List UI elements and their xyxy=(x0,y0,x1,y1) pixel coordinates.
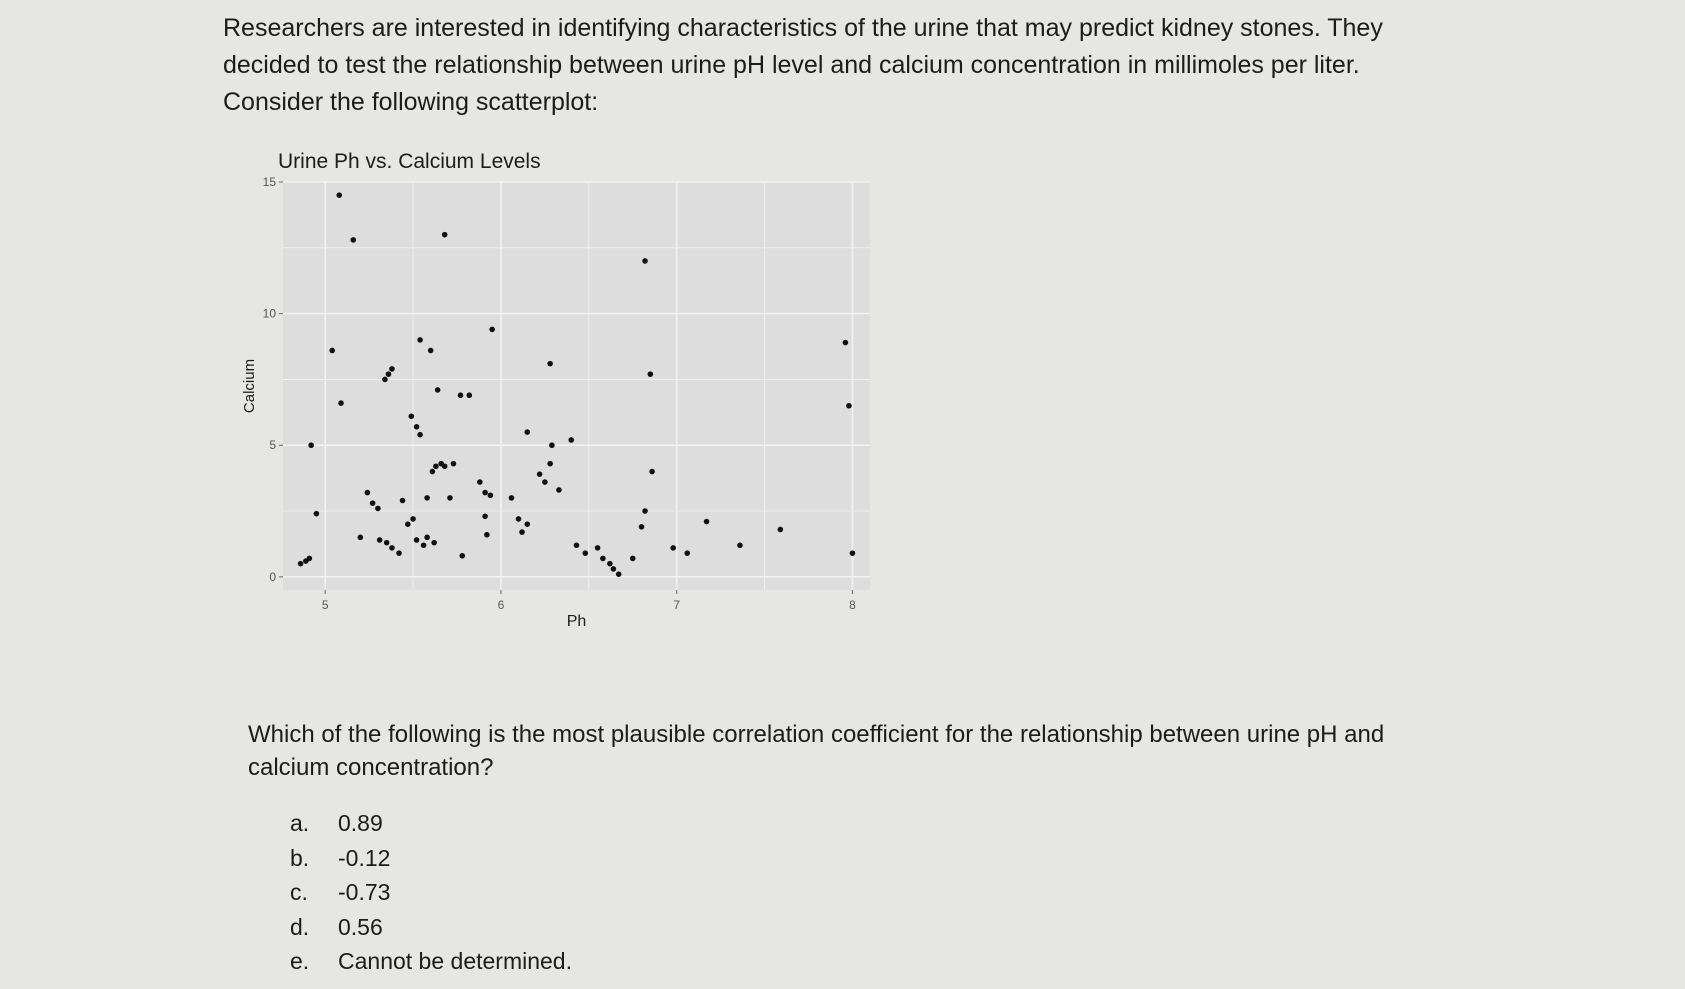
data-point xyxy=(616,571,622,577)
data-point xyxy=(458,392,464,398)
data-point xyxy=(430,469,436,475)
intro-text: Researchers are interested in identifying characteristics of the urine that may predict kidney stones. They decided to test the relationship between urine pH level and calcium concentration in millimoles per liter. Consider the following scatterplot: xyxy=(223,14,1383,116)
data-point xyxy=(396,550,402,556)
data-point xyxy=(350,237,356,243)
data-point xyxy=(414,537,420,543)
data-point xyxy=(670,545,676,551)
data-point xyxy=(414,424,420,430)
data-point xyxy=(421,542,427,548)
data-point xyxy=(850,550,856,556)
data-point xyxy=(410,516,416,522)
data-point xyxy=(595,545,601,551)
y-tick-label: 0 xyxy=(269,569,276,584)
data-point xyxy=(642,508,648,514)
data-point xyxy=(642,258,648,264)
data-point xyxy=(649,469,655,475)
data-point xyxy=(488,492,494,498)
data-point xyxy=(433,463,439,469)
data-point xyxy=(400,498,406,504)
x-axis-label: Ph xyxy=(566,613,587,630)
data-point xyxy=(370,500,376,506)
option-letter: c. xyxy=(290,879,308,905)
data-point xyxy=(516,516,522,522)
data-point xyxy=(417,337,423,343)
option-text: 0.56 xyxy=(338,913,383,940)
data-point xyxy=(405,521,411,527)
data-point xyxy=(843,340,849,346)
data-point xyxy=(547,461,553,467)
data-point xyxy=(451,461,457,467)
question-text: Which of the following is the most plausible correlation coefficient for the relationship between urine pH and calcium concentration? xyxy=(248,721,1385,781)
data-point xyxy=(600,556,606,562)
data-point xyxy=(308,442,314,448)
data-point xyxy=(466,392,472,398)
option-text: Cannot be determined. xyxy=(338,948,572,974)
data-point xyxy=(607,561,613,567)
data-point xyxy=(574,542,580,548)
y-axis-label: Calcium xyxy=(241,358,258,414)
option-text: 0.89 xyxy=(338,810,383,836)
option-letter: d. xyxy=(290,913,310,940)
data-point xyxy=(482,490,488,496)
data-point xyxy=(365,490,371,496)
option-letter: a. xyxy=(290,810,310,836)
option-letter: e. xyxy=(290,948,310,974)
data-point xyxy=(630,556,636,562)
data-point xyxy=(524,429,530,435)
data-point xyxy=(542,479,548,485)
data-point xyxy=(509,495,515,501)
x-tick-label: 8 xyxy=(849,598,856,612)
answer-options xyxy=(290,806,572,979)
data-point xyxy=(537,471,543,477)
option-text: -0.73 xyxy=(338,879,391,905)
option-text: -0.12 xyxy=(338,844,391,871)
option-b[interactable] xyxy=(290,841,572,876)
data-point xyxy=(336,192,342,198)
data-point xyxy=(382,377,388,383)
option-d[interactable] xyxy=(290,910,572,945)
data-point xyxy=(459,553,465,559)
data-point xyxy=(846,403,852,409)
data-point xyxy=(389,545,395,551)
data-point xyxy=(484,532,490,538)
y-tick-label: 15 xyxy=(262,175,276,189)
data-point xyxy=(428,348,434,354)
data-point xyxy=(524,521,530,527)
data-point xyxy=(408,413,414,419)
data-point xyxy=(582,550,588,556)
data-point xyxy=(338,400,344,406)
data-point xyxy=(519,529,525,535)
data-point xyxy=(489,327,495,333)
data-point xyxy=(648,371,654,377)
data-point xyxy=(329,348,335,354)
data-point xyxy=(384,540,390,546)
data-point xyxy=(314,511,320,517)
chart-title: Urine Ph vs. Calcium Levels xyxy=(278,150,541,173)
data-point xyxy=(704,519,710,525)
option-c[interactable] xyxy=(290,875,572,910)
data-point xyxy=(477,479,483,485)
data-point xyxy=(377,537,383,543)
data-point xyxy=(447,495,453,501)
x-tick-label: 5 xyxy=(321,598,329,612)
data-point xyxy=(442,463,448,469)
data-point xyxy=(482,513,488,519)
data-point xyxy=(307,556,313,562)
x-tick-label: 7 xyxy=(673,598,681,612)
x-tick-label: 6 xyxy=(497,598,505,612)
data-point xyxy=(435,387,441,393)
y-tick-label: 10 xyxy=(262,306,276,321)
data-point xyxy=(556,487,562,493)
data-point xyxy=(375,506,381,512)
data-point xyxy=(298,561,304,567)
option-e[interactable] xyxy=(290,944,572,979)
data-point xyxy=(684,550,690,556)
data-point xyxy=(549,442,555,448)
data-point xyxy=(389,366,395,372)
option-letter: b. xyxy=(290,844,310,871)
data-point xyxy=(568,437,574,443)
data-point xyxy=(639,524,645,530)
data-point xyxy=(431,540,437,546)
y-tick-label: 5 xyxy=(269,438,276,453)
data-point xyxy=(424,495,430,501)
data-point xyxy=(417,432,423,438)
data-point xyxy=(442,232,448,238)
data-point xyxy=(547,361,553,367)
data-point xyxy=(778,527,784,533)
data-point xyxy=(358,535,364,541)
data-point xyxy=(737,542,743,548)
option-a[interactable] xyxy=(290,806,572,841)
data-point xyxy=(386,371,392,377)
data-point xyxy=(424,535,430,541)
data-point xyxy=(611,566,617,572)
